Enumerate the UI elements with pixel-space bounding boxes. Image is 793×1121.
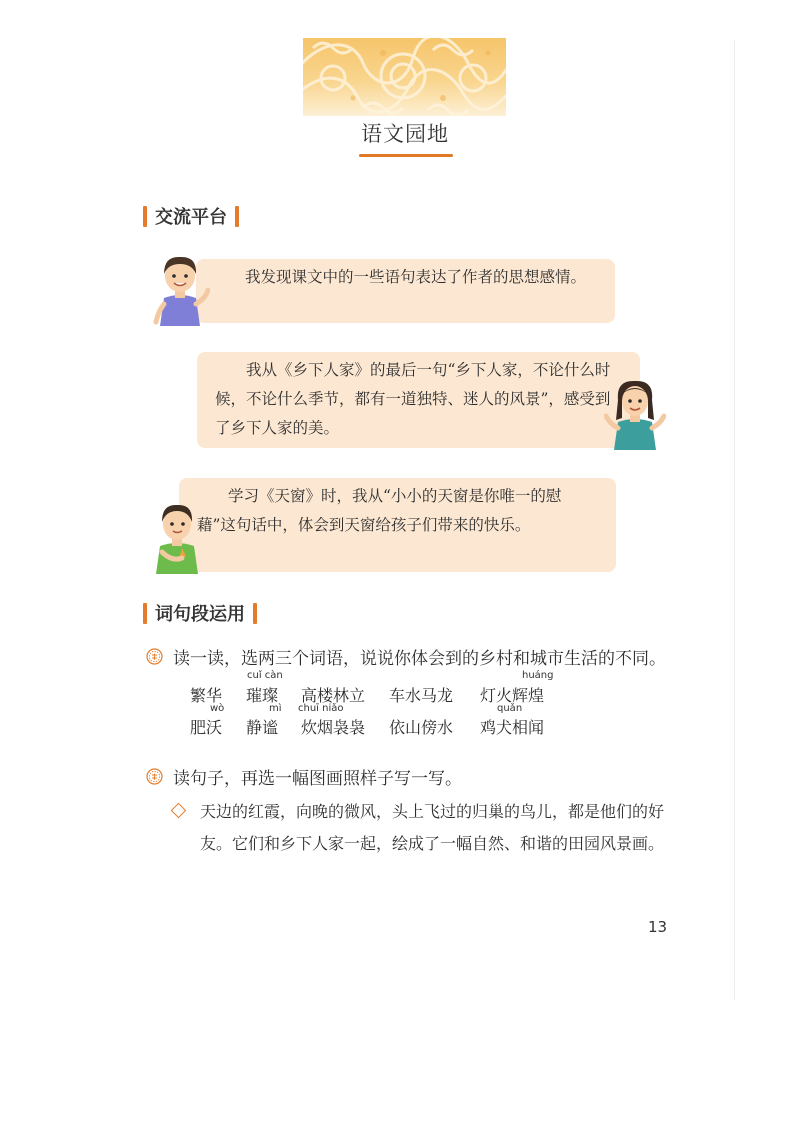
title-underline xyxy=(359,154,453,157)
word-item: 车水马龙 xyxy=(389,686,454,705)
word-item: 灯火辉煌 xyxy=(480,686,545,705)
word-item: 繁华 xyxy=(190,686,223,705)
word-item: 炊烟袅袅 xyxy=(301,718,366,737)
seal-icon xyxy=(146,768,163,785)
section-heading-words xyxy=(143,600,257,626)
speech-bubble-1 xyxy=(196,259,615,323)
bubble-text: 我从《乡下人家》的最后一句“乡下人家，不论什么时候，不论什么季节，都有一道独特、迷人的风景”，感受到了乡下人家的美。 xyxy=(215,361,611,437)
task-2-text: 读句子，再选一幅图画照样子写一写。 xyxy=(173,769,462,789)
page-title: 语文园地 xyxy=(361,122,449,146)
boy-avatar-1 xyxy=(150,252,210,326)
word-item: 肥沃 xyxy=(190,718,223,737)
title-banner-decoration xyxy=(303,38,506,116)
page-edge xyxy=(734,40,735,1000)
pinyin-label: cuǐ càn xyxy=(247,670,283,681)
task-2 xyxy=(146,764,462,789)
heading-bar-right xyxy=(253,603,257,624)
heading-bar-left xyxy=(143,206,147,227)
word-item: 鸡犬相闻 xyxy=(480,718,545,737)
girl-avatar xyxy=(604,378,666,450)
boy-avatar-2 xyxy=(152,500,202,574)
seal-icon xyxy=(146,648,163,665)
task-1-text: 读一读，选两三个词语，说说你体会到的乡村和城市生活的不同。 xyxy=(173,649,666,669)
pinyin-label: quǎn xyxy=(497,703,523,714)
pinyin-label: huáng xyxy=(522,670,554,681)
example-text: 天边的红霞，向晚的微风，头上飞过的归巢的鸟儿，都是他们的好友。它们和乡下人家一起，绘成了一幅自然、和谐的田园风景画。 xyxy=(200,802,665,853)
speech-bubble-3 xyxy=(179,478,616,572)
section-heading-exchange xyxy=(143,203,239,229)
banner-pattern xyxy=(303,38,506,116)
section-heading-text: 交流平台 xyxy=(155,207,227,228)
pinyin-label: mì xyxy=(269,703,282,714)
heading-bar-left xyxy=(143,603,147,624)
word-item: 依山傍水 xyxy=(389,718,454,737)
pinyin-label: chuī niǎo xyxy=(298,703,344,714)
page-number: 13 xyxy=(648,918,668,936)
section-heading-text: 词句段运用 xyxy=(155,604,245,625)
pinyin-label: wò xyxy=(210,703,225,714)
example-paragraph xyxy=(173,796,673,860)
word-item: 璀璨 xyxy=(246,686,279,705)
task-1 xyxy=(146,644,666,669)
word-item: 高楼林立 xyxy=(301,686,366,705)
word-item: 静谧 xyxy=(246,718,279,737)
bubble-text: 学习《天窗》时，我从“小小的天窗是你唯一的慰藉”这句话中，体会到天窗给孩子们带来的快乐。 xyxy=(197,487,562,534)
speech-bubble-2 xyxy=(197,352,640,448)
bubble-text: 我发现课文中的一些语句表达了作者的思想感情。 xyxy=(245,268,587,286)
diamond-icon xyxy=(171,803,187,819)
heading-bar-right xyxy=(235,206,239,227)
